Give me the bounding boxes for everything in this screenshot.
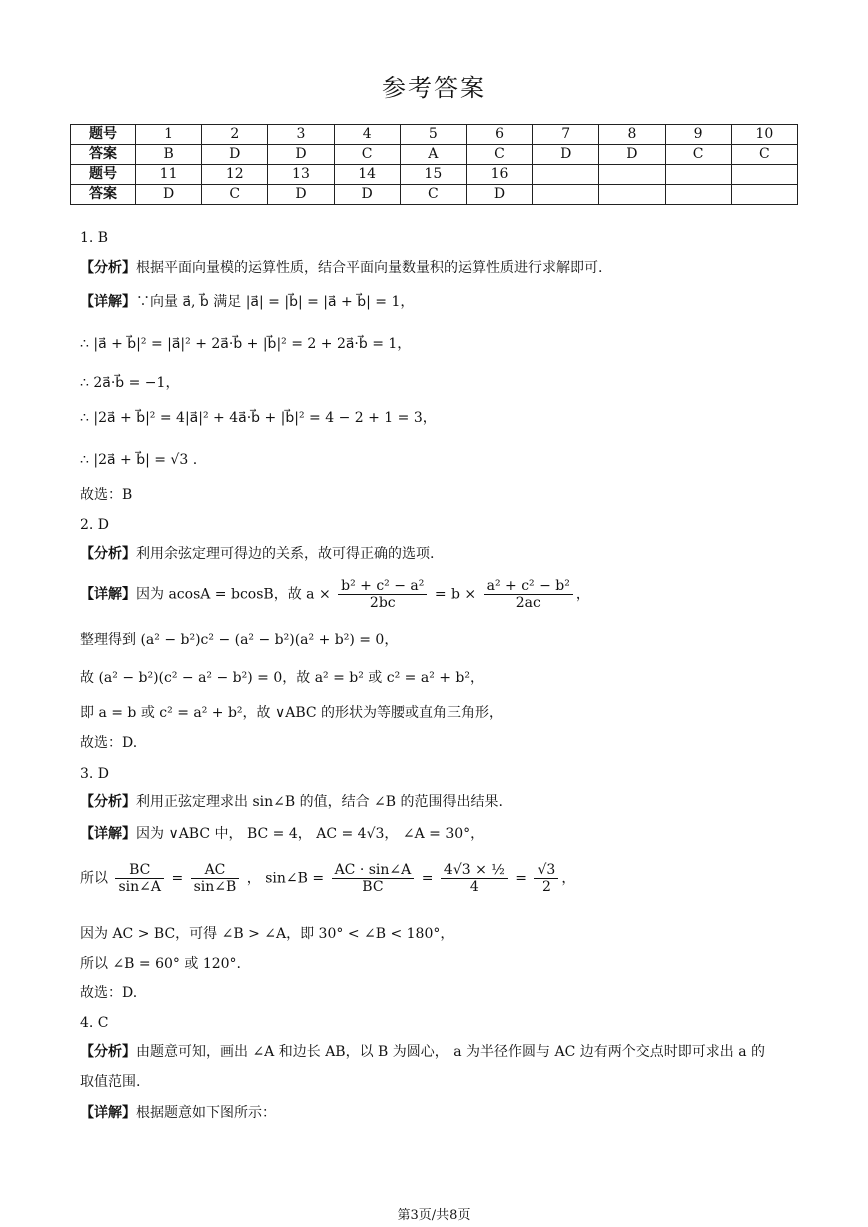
row-header: 题号 bbox=[71, 125, 136, 145]
solution-line-q3d1 bbox=[80, 824, 484, 844]
answer-cell: C bbox=[665, 145, 731, 165]
question-number-cell: 12 bbox=[202, 165, 268, 185]
frac-num: AC · sin∠A bbox=[332, 862, 415, 879]
question-number-cell: 2 bbox=[202, 125, 268, 145]
frac-den: BC bbox=[362, 879, 384, 895]
section-tag: 【分析】 bbox=[80, 1044, 136, 1060]
section-tag: 【分析】 bbox=[80, 794, 136, 810]
solution-line-q2 bbox=[80, 515, 109, 535]
solution-line-q3d3 bbox=[80, 924, 454, 944]
line-text: 因为 ∨ABC 中， BC = 4， AC = 4√3， ∠A = 30°， bbox=[136, 826, 485, 842]
solution-line-q3s bbox=[80, 983, 137, 1003]
line-text: 4. C bbox=[80, 1015, 109, 1031]
detail-tag: 【详解】 bbox=[80, 586, 136, 603]
question-number-cell bbox=[599, 165, 665, 185]
answer-cell: D bbox=[202, 145, 268, 165]
question-number-cell: 11 bbox=[136, 165, 202, 185]
line-text: 3. D bbox=[80, 766, 110, 782]
frac-den: sin∠A bbox=[118, 879, 161, 895]
line-text: 1. B bbox=[80, 230, 109, 246]
solution-line-q4d bbox=[80, 1103, 276, 1123]
solution-line-q2d4 bbox=[80, 703, 503, 723]
question-number-cell: 15 bbox=[400, 165, 466, 185]
answer-table bbox=[70, 124, 798, 205]
question-number-cell: 4 bbox=[334, 125, 400, 145]
question-number-cell: 1 bbox=[136, 125, 202, 145]
fraction bbox=[441, 862, 508, 895]
solution-line-q1d1 bbox=[80, 292, 414, 312]
answer-cell bbox=[599, 185, 665, 205]
q2-detail-pre: 因为 acosA = bcosB，故 a × bbox=[136, 586, 331, 603]
q2-detail-line bbox=[80, 578, 590, 611]
solution-line-q1d4 bbox=[80, 408, 437, 428]
solution-line-q2s bbox=[80, 733, 137, 753]
answer-cell bbox=[533, 185, 599, 205]
solution-line-q1d3 bbox=[80, 373, 179, 393]
solution-line-q3a bbox=[80, 792, 503, 812]
line-text: ∵向量 a⃗, b⃗ 满足 |a⃗| = |b⃗| = |a⃗ + b⃗| = 1， bbox=[136, 294, 415, 310]
q2-detail-mid: = b × bbox=[434, 586, 477, 603]
frac-den: 2ac bbox=[515, 595, 541, 611]
frac-den: sin∠B bbox=[193, 879, 237, 895]
fraction bbox=[338, 578, 427, 611]
answer-cell: D bbox=[268, 145, 334, 165]
solution-line-q1 bbox=[80, 228, 108, 248]
answer-cell: C bbox=[466, 145, 532, 165]
answer-cell: D bbox=[533, 145, 599, 165]
line-text: ∴ 2a⃗·b⃗ = −1， bbox=[80, 375, 180, 391]
question-number-cell bbox=[665, 165, 731, 185]
solution-line-q1d2 bbox=[80, 334, 411, 354]
solution-line-q2d2 bbox=[80, 630, 398, 650]
answer-cell: D bbox=[268, 185, 334, 205]
answer-cell: C bbox=[400, 185, 466, 205]
table-row-numbers bbox=[71, 125, 798, 145]
question-number-cell: 13 bbox=[268, 165, 334, 185]
solution-line-q4 bbox=[80, 1013, 109, 1033]
page-title: 参考答案 bbox=[382, 74, 486, 102]
line-text: ∴ |2a⃗ + b⃗| = √3 . bbox=[80, 452, 198, 468]
question-number-cell: 7 bbox=[533, 125, 599, 145]
table-row-numbers bbox=[71, 165, 798, 185]
question-number-cell bbox=[731, 165, 797, 185]
line-text: 故选：B bbox=[80, 487, 133, 503]
answer-cell: C bbox=[334, 145, 400, 165]
row-header: 答案 bbox=[71, 185, 136, 205]
question-number-cell bbox=[533, 165, 599, 185]
solution-line-q2d3 bbox=[80, 668, 484, 688]
frac-den: 2bc bbox=[369, 595, 396, 611]
q2-detail-post: ， bbox=[575, 586, 590, 603]
answer-cell: D bbox=[599, 145, 665, 165]
question-number-cell: 14 bbox=[334, 165, 400, 185]
answer-cell: D bbox=[466, 185, 532, 205]
solution-line-q4a2 bbox=[80, 1072, 140, 1092]
answer-cell bbox=[665, 185, 731, 205]
frac-den: 2 bbox=[541, 879, 551, 895]
line-text: ∴ |a⃗ + b⃗|² = |a⃗|² + 2a⃗·b⃗ + |b⃗|² = 2 + 2a⃗·b⃗ = 1， bbox=[80, 336, 412, 352]
q3-detail-pre: 所以 bbox=[80, 870, 108, 887]
question-number-cell: 5 bbox=[400, 125, 466, 145]
equals: = bbox=[171, 870, 184, 887]
answer-cell: C bbox=[731, 145, 797, 165]
answer-cell: D bbox=[136, 185, 202, 205]
fraction bbox=[191, 862, 240, 895]
line-text: 即 a = b 或 c² = a² + b²，故 ∨ABC 的形状为等腰或直角三角形， bbox=[80, 705, 504, 721]
fraction bbox=[115, 862, 164, 895]
line-text: 所以 ∠B = 60° 或 120°. bbox=[80, 956, 241, 972]
line-text: 利用余弦定理可得边的关系，故可得正确的选项. bbox=[136, 546, 435, 562]
solution-line-q2a bbox=[80, 544, 434, 564]
table-row-answers bbox=[71, 185, 798, 205]
frac-den: 4 bbox=[469, 879, 479, 895]
section-tag: 【详解】 bbox=[80, 1105, 136, 1121]
line-text: 整理得到 (a² − b²)c² − (a² − b²)(a² + b²) = 0， bbox=[80, 632, 399, 648]
answer-cell: B bbox=[136, 145, 202, 165]
answer-cell: A bbox=[400, 145, 466, 165]
section-tag: 【分析】 bbox=[80, 546, 136, 562]
line-text: 由题意可知，画出 ∠A 和边长 AB，以 B 为圆心， a 为半径作圆与 AC 边有两个交点时即可求出 a 的 bbox=[136, 1044, 765, 1060]
line-text: 故 (a² − b²)(c² − a² − b²) = 0，故 a² = b² 或 c² = a² + b²， bbox=[80, 670, 485, 686]
section-tag: 【详解】 bbox=[80, 294, 136, 310]
row-header: 题号 bbox=[71, 165, 136, 185]
fraction bbox=[332, 862, 415, 895]
q3-detail-mid: ， sin∠B = bbox=[246, 870, 325, 887]
line-text: 故选：D. bbox=[80, 985, 138, 1001]
question-number-cell: 9 bbox=[665, 125, 731, 145]
equals: = bbox=[515, 870, 528, 887]
row-header: 答案 bbox=[71, 145, 136, 165]
question-number-cell: 16 bbox=[466, 165, 532, 185]
frac-num: BC bbox=[115, 862, 164, 879]
equals: = bbox=[421, 870, 434, 887]
fraction bbox=[534, 862, 558, 895]
line-text: 利用正弦定理求出 sin∠B 的值，结合 ∠B 的范围得出结果. bbox=[136, 794, 503, 810]
question-number-cell: 8 bbox=[599, 125, 665, 145]
solution-line-q1a bbox=[80, 258, 602, 278]
section-tag: 【分析】 bbox=[80, 260, 136, 276]
question-number-cell: 6 bbox=[466, 125, 532, 145]
solution-line-q1s bbox=[80, 485, 132, 505]
solution-line-q3d4 bbox=[80, 954, 241, 974]
frac-num: AC bbox=[191, 862, 240, 879]
q3-detail-post: ， bbox=[561, 870, 576, 887]
answer-cell: C bbox=[202, 185, 268, 205]
page-footer: 第3页/共8页 bbox=[397, 1208, 471, 1223]
line-text: 2. D bbox=[80, 517, 110, 533]
solution-line-q3 bbox=[80, 764, 109, 784]
line-text: 取值范围. bbox=[80, 1074, 141, 1090]
question-number-cell: 10 bbox=[731, 125, 797, 145]
table-row-answers bbox=[71, 145, 798, 165]
question-number-cell: 3 bbox=[268, 125, 334, 145]
frac-num: b² + c² − a² bbox=[338, 578, 427, 595]
frac-num: a² + c² − b² bbox=[484, 578, 573, 595]
line-text: 因为 AC > BC，可得 ∠B > ∠A，即 30° < ∠B < 180°， bbox=[80, 926, 455, 942]
frac-num: √3 bbox=[534, 862, 558, 879]
answer-cell: D bbox=[334, 185, 400, 205]
answer-cell bbox=[731, 185, 797, 205]
solution-line-q4a bbox=[80, 1042, 765, 1062]
line-text: 根据题意如下图所示： bbox=[136, 1105, 276, 1121]
frac-num: 4√3 × ½ bbox=[441, 862, 508, 879]
section-tag: 【详解】 bbox=[80, 826, 136, 842]
solution-line-q1d5 bbox=[80, 450, 197, 470]
q3-detail-line bbox=[80, 862, 575, 895]
fraction bbox=[484, 578, 573, 611]
line-text: 故选：D. bbox=[80, 735, 138, 751]
line-text: 根据平面向量模的运算性质，结合平面向量数量积的运算性质进行求解即可. bbox=[136, 260, 603, 276]
line-text: ∴ |2a⃗ + b⃗|² = 4|a⃗|² + 4a⃗·b⃗ + |b⃗|² = 4 − 2 + 1 = 3， bbox=[80, 410, 437, 426]
